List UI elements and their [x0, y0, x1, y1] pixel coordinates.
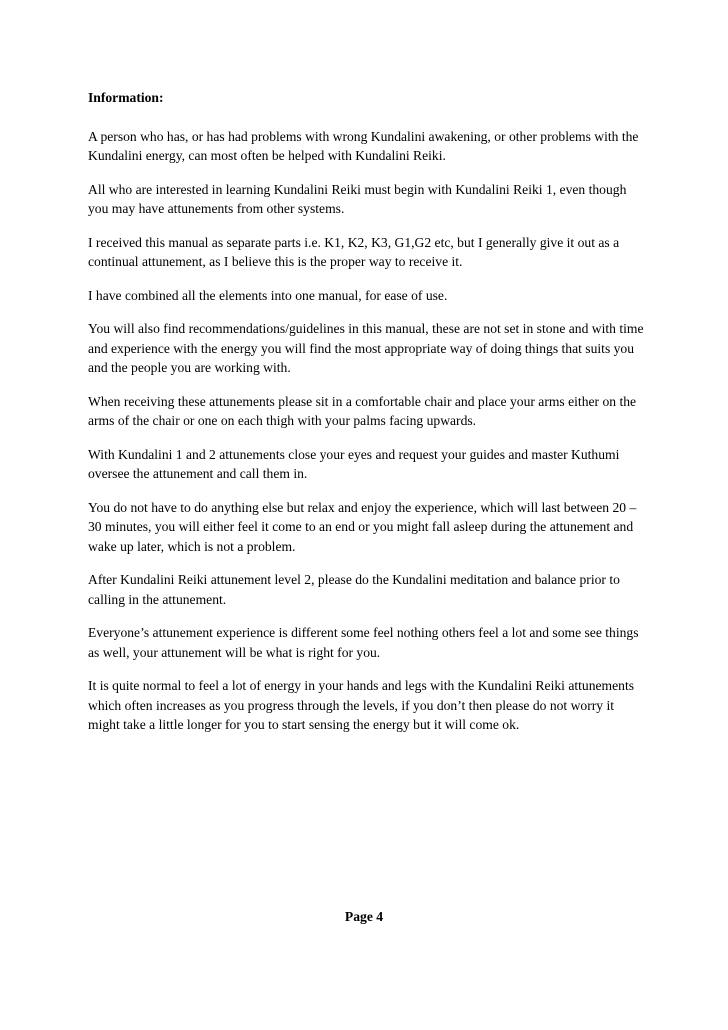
paragraph-3: I received this manual as separate parts i.e. K1, K2, K3, G1,G2 etc, but I generally give it out as a continual attunement, as I believe this is the proper way to receive it.	[88, 234, 620, 269]
section-heading: Information:	[88, 90, 164, 105]
paragraph-4: I have combined all the elements into one manual, for ease of use.	[88, 287, 448, 303]
paragraph-5: You will also find recommendations/guidelines in this manual, these are not set in stone and with time and experience with the energy you will find the most appropriate way of doing things that suits you and the people you are working with.	[88, 321, 644, 375]
paragraph-11: It is quite normal to feel a lot of energy in your hands and legs with the Kundalini Reiki attunements which often increases as you progress through the levels, if you don’t then please do not worry it might take a little longer for you to start sensing the energy but it will come ok.	[88, 678, 635, 732]
paragraph-1: A person who has, or has had problems with wrong Kundalini awakening, or other problems with the Kundalini energy, can most often be helped with Kundalini Reiki.	[88, 128, 639, 163]
paragraph-10: Everyone’s attunement experience is different some feel nothing others feel a lot and some see things as well, your attunement will be what is right for you.	[88, 625, 639, 660]
page-body	[88, 88, 648, 749]
page-number: Page 4	[344, 909, 384, 924]
paragraph-8: You do not have to do anything else but relax and enjoy the experience, which will last between 20 – 30 minutes, you will either feel it come to an end or you might fall asleep during the attunement and wake up later, which is not a problem.	[88, 499, 637, 554]
paragraph-2: All who are interested in learning Kundalini Reiki must begin with Kundalini Reiki 1, even though you may have attunements from other systems.	[88, 181, 627, 216]
paragraph-9: After Kundalini Reiki attunement level 2, please do the Kundalini meditation and balance prior to calling in the attunement.	[88, 572, 620, 607]
paragraph-7: With Kundalini 1 and 2 attunements close your eyes and request your guides and master Kuthumi oversee the attunement and call them in.	[88, 446, 620, 481]
paragraph-6: When receiving these attunements please sit in a comfortable chair and place your arms either on the arms of the chair or one on each thigh with your palms facing upwards.	[88, 393, 637, 428]
